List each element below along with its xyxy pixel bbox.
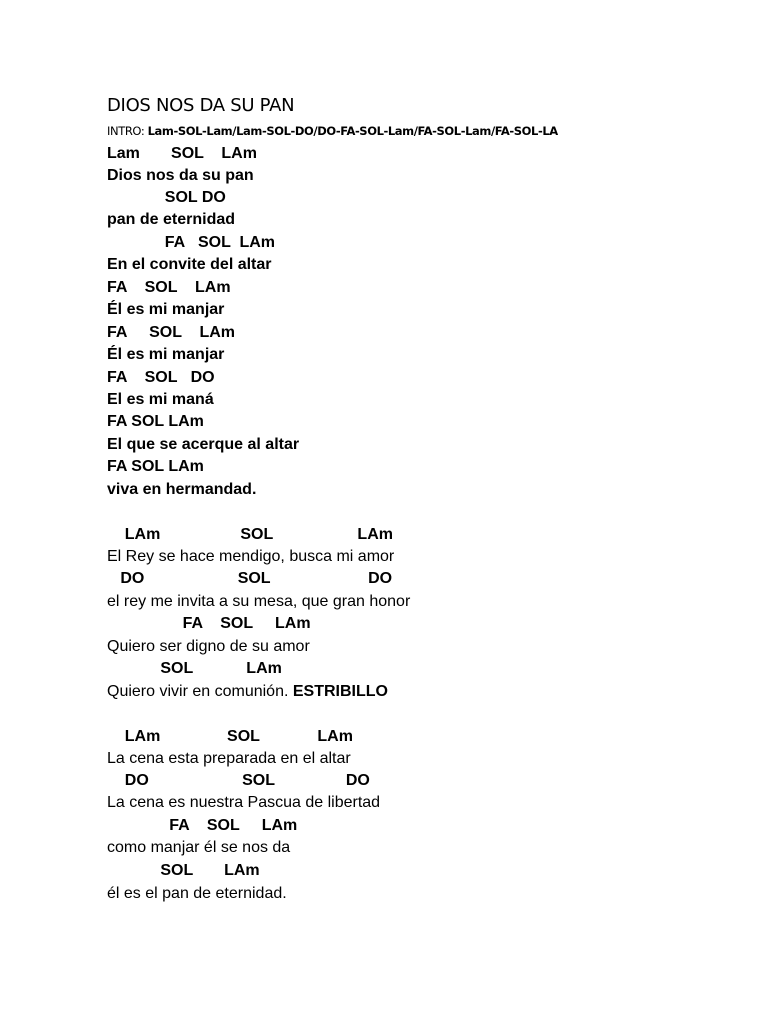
chord-line: FA SOL LAm xyxy=(107,324,236,341)
chord-line: FA SOL LAm xyxy=(107,234,276,251)
lyric-line: El que se acerque al altar xyxy=(107,436,300,453)
chord-line: SOL DO xyxy=(107,189,226,206)
lyric-line: como manjar él se nos da xyxy=(107,839,291,856)
lyric-line: La cena es nuestra Pascua de libertad xyxy=(107,794,381,811)
chord-line: DO SOL DO xyxy=(107,772,370,789)
lyric-line: pan de eternidad xyxy=(107,211,236,228)
chord-line: Lam SOL LAm xyxy=(107,145,257,162)
refrain-tag: ESTRIBILLO xyxy=(292,683,388,700)
chord-line: DO SOL DO xyxy=(107,570,393,587)
chord-line: FA SOL LAm xyxy=(107,817,298,834)
song-title: DIOS NOS DA SU PAN xyxy=(107,95,295,116)
chord-line: FA SOL LAm xyxy=(107,458,204,475)
intro-chords: Lam-SOL-Lam/Lam-SOL-DO/DO-FA-SOL-Lam/FA-SOL-Lam/FA-SOL-LA xyxy=(147,124,558,138)
lyric-line: El Rey se hace mendigo, busca mi amor xyxy=(107,548,395,565)
lyric-line: El es mi maná xyxy=(107,391,214,408)
chord-line: SOL LAm xyxy=(107,862,260,879)
lyric-line xyxy=(107,682,388,702)
intro-label: INTRO: xyxy=(107,124,148,138)
chord-line: LAm SOL LAm xyxy=(107,728,353,745)
lyric-line: Él es mi manjar xyxy=(107,301,225,318)
chord-line: SOL LAm xyxy=(107,660,282,677)
lyric-line: Dios nos da su pan xyxy=(107,167,254,184)
lyric-line: Quiero ser digno de su amor xyxy=(107,638,310,655)
lyric-line: el rey me invita a su mesa, que gran honor xyxy=(107,593,411,610)
lyric-line: En el convite del altar xyxy=(107,256,272,273)
chord-line: FA SOL LAm xyxy=(107,615,311,632)
chord-line: FA SOL LAm xyxy=(107,413,204,430)
chord-line: FA SOL DO xyxy=(107,369,215,386)
lyric-line: La cena esta preparada en el altar xyxy=(107,750,351,767)
chord-line: LAm SOL LAm xyxy=(107,526,393,543)
chord-line: FA SOL LAm xyxy=(107,279,231,296)
lyric-text: Quiero vivir en comunión. xyxy=(107,683,293,700)
intro-line xyxy=(107,123,558,139)
lyric-line: Él es mi manjar xyxy=(107,346,225,363)
lyric-line: viva en hermandad. xyxy=(107,481,257,498)
lyric-line: él es el pan de eternidad. xyxy=(107,885,287,902)
